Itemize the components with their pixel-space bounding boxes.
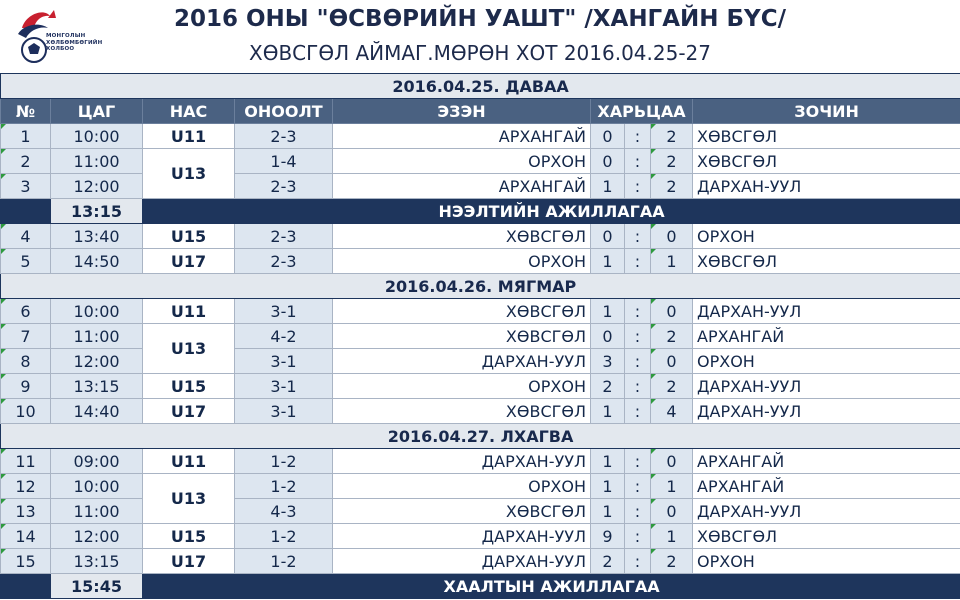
home-team: ОРХОН	[333, 249, 591, 274]
age-group: U15	[143, 374, 235, 399]
away-goals: 4	[651, 399, 693, 424]
age-group: U13	[143, 149, 235, 199]
age-group: U11	[143, 124, 235, 149]
ceremony-label: ХААЛТЫН АЖИЛЛАГАА	[143, 574, 960, 599]
match-score: 3-1	[235, 349, 333, 374]
score-separator: :	[625, 249, 651, 274]
home-team: ОРХОН	[333, 374, 591, 399]
away-goals: 0	[651, 299, 693, 324]
home-goals: 2	[591, 549, 625, 574]
score-separator: :	[625, 149, 651, 174]
match-time: 12:00	[51, 349, 143, 374]
home-goals: 1	[591, 399, 625, 424]
age-group: U11	[143, 449, 235, 474]
score-separator: :	[625, 324, 651, 349]
day-label: 2016.04.25. ДАВАА	[1, 74, 960, 99]
table-row	[1, 149, 960, 174]
home-goals: 1	[591, 299, 625, 324]
ceremony-time: 15:45	[51, 574, 143, 599]
ceremony-label: НЭЭЛТИЙН АЖИЛЛАГАА	[143, 199, 960, 224]
score-separator: :	[625, 449, 651, 474]
match-score: 4-2	[235, 324, 333, 349]
away-team: АРХАНГАЙ	[693, 474, 960, 499]
match-score: 2-3	[235, 224, 333, 249]
match-number: 14	[1, 524, 51, 549]
match-score: 2-3	[235, 124, 333, 149]
away-team: ДАРХАН-УУЛ	[693, 374, 960, 399]
score-separator: :	[625, 124, 651, 149]
match-time: 10:00	[51, 299, 143, 324]
match-time: 11:00	[51, 149, 143, 174]
away-team: ХӨВСГӨЛ	[693, 149, 960, 174]
away-team: АРХАНГАЙ	[693, 449, 960, 474]
match-number: 2	[1, 149, 51, 174]
match-time: 11:00	[51, 499, 143, 524]
home-team: ДАРХАН-УУЛ	[333, 524, 591, 549]
home-team: ХӨВСГӨЛ	[333, 499, 591, 524]
col-score: ОНООЛТ	[235, 99, 333, 124]
age-group: U15	[143, 224, 235, 249]
page-header	[0, 0, 960, 73]
away-goals: 1	[651, 524, 693, 549]
match-score: 2-3	[235, 249, 333, 274]
home-team: ДАРХАН-УУЛ	[333, 349, 591, 374]
away-goals: 2	[651, 124, 693, 149]
home-team: ОРХОН	[333, 149, 591, 174]
age-group: U13	[143, 474, 235, 524]
table-row	[1, 449, 960, 474]
away-team: ОРХОН	[693, 349, 960, 374]
table-row	[1, 474, 960, 499]
away-goals: 0	[651, 349, 693, 374]
home-goals: 2	[591, 374, 625, 399]
col-age: НАС	[143, 99, 235, 124]
match-number: 8	[1, 349, 51, 374]
age-group: U17	[143, 249, 235, 274]
score-separator: :	[625, 499, 651, 524]
home-team: ОРХОН	[333, 474, 591, 499]
match-score: 1-2	[235, 549, 333, 574]
score-separator: :	[625, 549, 651, 574]
match-number: 3	[1, 174, 51, 199]
table-row	[1, 249, 960, 274]
score-separator: :	[625, 349, 651, 374]
home-team: АРХАНГАЙ	[333, 124, 591, 149]
home-goals: 9	[591, 524, 625, 549]
away-goals: 1	[651, 474, 693, 499]
table-row	[1, 374, 960, 399]
match-score: 1-2	[235, 474, 333, 499]
home-goals: 0	[591, 324, 625, 349]
match-time: 13:15	[51, 549, 143, 574]
table-row	[1, 399, 960, 424]
day-label: 2016.04.27. ЛХАГВА	[1, 424, 960, 449]
match-number: 11	[1, 449, 51, 474]
match-score: 1-2	[235, 524, 333, 549]
schedule-table	[0, 73, 960, 599]
age-group: U17	[143, 549, 235, 574]
age-group: U13	[143, 324, 235, 374]
match-time: 13:15	[51, 374, 143, 399]
score-separator: :	[625, 374, 651, 399]
match-time: 13:40	[51, 224, 143, 249]
away-team: ХӨВСГӨЛ	[693, 124, 960, 149]
col-time: ЦАГ	[51, 99, 143, 124]
match-time: 11:00	[51, 324, 143, 349]
away-goals: 1	[651, 249, 693, 274]
score-separator: :	[625, 299, 651, 324]
away-team: ОРХОН	[693, 224, 960, 249]
match-time: 09:00	[51, 449, 143, 474]
away-team: ХӨВСГӨЛ	[693, 524, 960, 549]
home-team: ХӨВСГӨЛ	[333, 299, 591, 324]
home-goals: 0	[591, 124, 625, 149]
home-goals: 3	[591, 349, 625, 374]
match-number: 9	[1, 374, 51, 399]
day-header	[1, 274, 960, 299]
ceremony-row	[1, 574, 960, 599]
day-header	[1, 74, 960, 99]
home-goals: 1	[591, 474, 625, 499]
match-time: 10:00	[51, 474, 143, 499]
match-score: 1-4	[235, 149, 333, 174]
home-goals: 1	[591, 499, 625, 524]
match-score: 3-1	[235, 399, 333, 424]
home-team: ХӨВСГӨЛ	[333, 224, 591, 249]
home-team: ХӨВСГӨЛ	[333, 399, 591, 424]
match-number: 7	[1, 324, 51, 349]
ceremony-time: 13:15	[51, 199, 143, 224]
home-goals: 1	[591, 174, 625, 199]
home-goals: 0	[591, 224, 625, 249]
day-label: 2016.04.26. МЯГМАР	[1, 274, 960, 299]
away-team: ДАРХАН-УУЛ	[693, 174, 960, 199]
match-score: 3-1	[235, 299, 333, 324]
table-row	[1, 549, 960, 574]
home-team: ДАРХАН-УУЛ	[333, 549, 591, 574]
score-separator: :	[625, 474, 651, 499]
score-separator: :	[625, 174, 651, 199]
match-number: 13	[1, 499, 51, 524]
match-number: 15	[1, 549, 51, 574]
home-team: АРХАНГАЙ	[333, 174, 591, 199]
table-row	[1, 524, 960, 549]
away-goals: 2	[651, 549, 693, 574]
table-row	[1, 299, 960, 324]
col-result: ХАРЬЦАА	[591, 99, 693, 124]
away-team: АРХАНГАЙ	[693, 324, 960, 349]
match-time: 12:00	[51, 524, 143, 549]
away-goals: 0	[651, 224, 693, 249]
age-group: U15	[143, 524, 235, 549]
match-score: 2-3	[235, 174, 333, 199]
ceremony-row	[1, 199, 960, 224]
away-goals: 2	[651, 174, 693, 199]
away-team: ДАРХАН-УУЛ	[693, 299, 960, 324]
match-number: 6	[1, 299, 51, 324]
age-group: U11	[143, 299, 235, 324]
score-separator: :	[625, 399, 651, 424]
home-goals: 0	[591, 149, 625, 174]
match-time: 14:40	[51, 399, 143, 424]
away-team: ОРХОН	[693, 549, 960, 574]
home-goals: 1	[591, 249, 625, 274]
match-number: 5	[1, 249, 51, 274]
match-time: 14:50	[51, 249, 143, 274]
table-row	[1, 324, 960, 349]
col-number: №	[1, 99, 51, 124]
col-away: ЗОЧИН	[693, 99, 960, 124]
match-number: 4	[1, 224, 51, 249]
match-number: 1	[1, 124, 51, 149]
match-score: 1-2	[235, 449, 333, 474]
match-time: 12:00	[51, 174, 143, 199]
away-goals: 2	[651, 324, 693, 349]
col-home: ЭЗЭН	[333, 99, 591, 124]
day-header	[1, 424, 960, 449]
match-score: 4-3	[235, 499, 333, 524]
away-goals: 0	[651, 449, 693, 474]
age-group: U17	[143, 399, 235, 424]
match-number: 12	[1, 474, 51, 499]
score-separator: :	[625, 524, 651, 549]
page-title: 2016 ОНЫ "ӨСВӨРИЙН УАШТ" /ХАНГАЙН БҮС/	[173, 6, 786, 32]
away-goals: 2	[651, 374, 693, 399]
away-goals: 0	[651, 499, 693, 524]
home-team: ДАРХАН-УУЛ	[333, 449, 591, 474]
logo-caption: МОНГОЛЫН ХӨЛБӨМБӨГИЙН ХОЛБОО	[46, 33, 103, 52]
match-number: 10	[1, 399, 51, 424]
table-row	[1, 224, 960, 249]
away-team: ДАРХАН-УУЛ	[693, 499, 960, 524]
away-team: ДАРХАН-УУЛ	[693, 399, 960, 424]
score-separator: :	[625, 224, 651, 249]
column-header-row	[1, 99, 960, 124]
home-team: ХӨВСГӨЛ	[333, 324, 591, 349]
page-subtitle: ХӨВСГӨЛ АЙМАГ.МӨРӨН ХОТ 2016.04.25-27	[249, 41, 711, 65]
away-team: ХӨВСГӨЛ	[693, 249, 960, 274]
home-goals: 1	[591, 449, 625, 474]
table-row	[1, 124, 960, 149]
match-time: 10:00	[51, 124, 143, 149]
away-goals: 2	[651, 149, 693, 174]
match-score: 3-1	[235, 374, 333, 399]
